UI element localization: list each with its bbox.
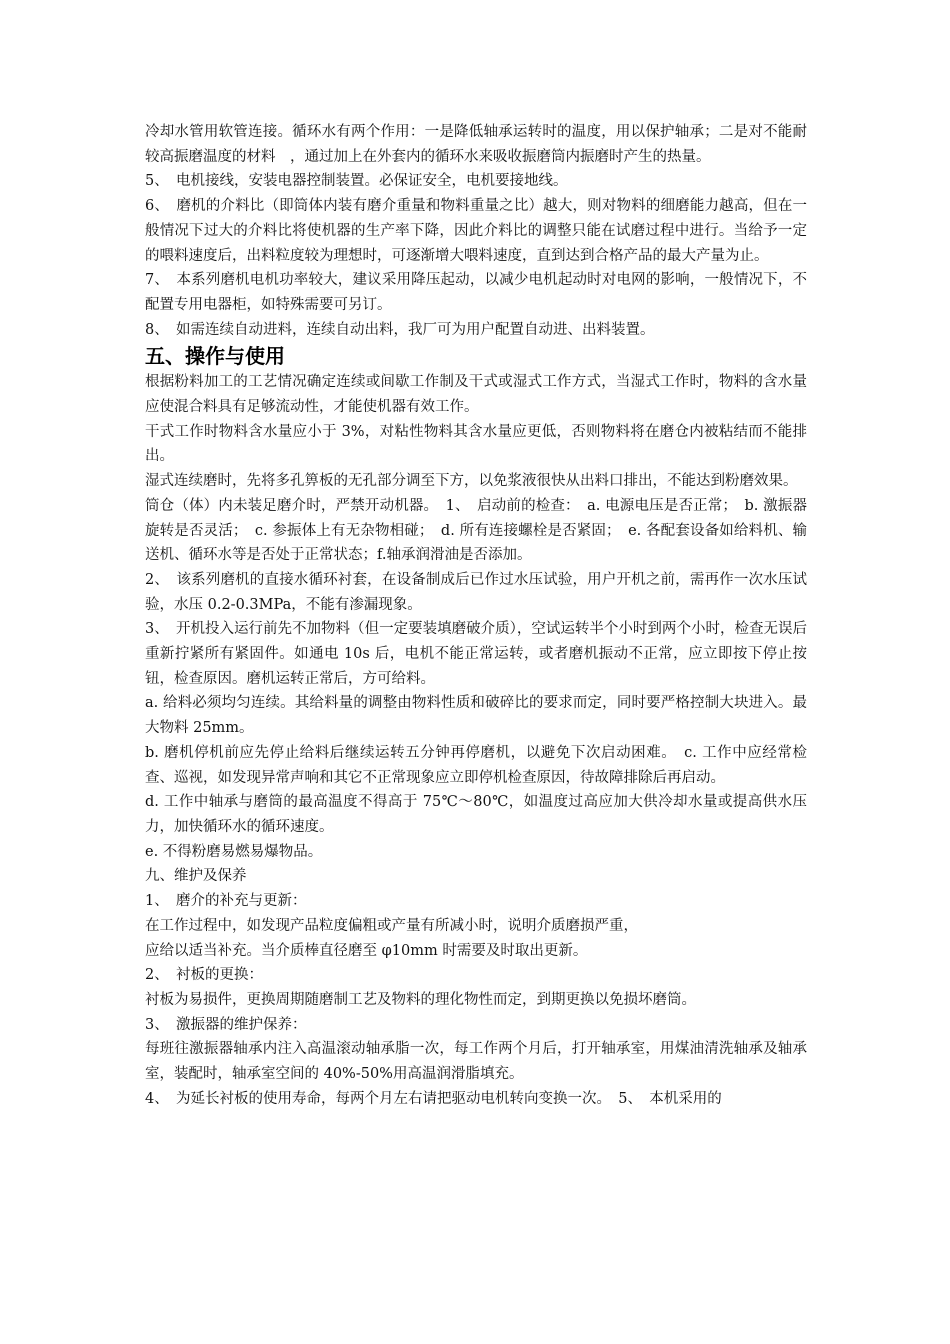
paragraph-maint-1-body-b: 应给以适当补充。当介质棒直径磨至 φ10mm 时需要及时取出更新。 [145, 942, 588, 959]
paragraph-item-a-feeding: a. 给料必须均匀连续。其给料量的调整由物料性质和破碎比的要求而定，同时要严格控制大块进入。最大物料 25mm。 [145, 695, 807, 737]
paragraph-startup-check: 筒仓（体）内未装足磨介时，严禁开动机器。 1、 启动前的检查： a. 电源电压是否正常； b. 激振器旋转是否灵活； c. 参振体上有无杂物相碰； d. 所有连接螺栓是否紧固； e. 各配套设备如给料机、输送机、循环水等是否处于正常状态；f.轴承润滑油是否添加。 [145, 497, 807, 564]
paragraph-maint-3-body: 每班往激振器轴承内注入高温滚动轴承脂一次，每工作两个月后，打开轴承室，用煤油清洗轴承及轴承室，装配时，轴承室空间的 40%-50%用高温润滑脂填充。 [145, 1041, 807, 1083]
paragraph-maint-1-title: 1、 磨介的补充与更新： [145, 893, 307, 910]
paragraph-maint-2-title: 2、 衬板的更换： [145, 967, 263, 984]
paragraph-cooling-water: 冷却水管用软管连接。循环水有两个作用：一是降低轴承运转时的温度，用以保护轴承；二是对不能耐较高振磨温度的材料 ，通过加上在外套内的循环水来吸收振磨筒内振磨时产生的热量。 [145, 124, 807, 165]
section-heading-operation: 五、操作与使用 [145, 344, 285, 369]
paragraph-item-3-trial-run: 3、 开机投入运行前先不加物料（但一定要装填磨破介质），空试运转半个小时到两个小时，检查无误后重新拧紧所有紧固件。如通电 10s 后，电机不能正常运转，或者磨机振动不正常，应立即按下停止按钮，检查原因。磨机运转正常后，方可给料。 [145, 621, 807, 687]
paragraph-maint-2-body: 衬板为易损件，更换周期随磨制工艺及物料的理化物性而定，到期更换以免损坏磨筒。 [145, 991, 696, 1008]
paragraph-work-mode: 根据粉料加工的工艺情况确定连续或间歇工作制及干式或湿式工作方式，当湿式工作时，物料的含水量应使混合料具有足够流动性，才能使机器有效工作。 [145, 374, 807, 416]
subheading-maintenance: 九、维护及保养 [145, 868, 247, 885]
paragraph-dry-work: 干式工作时物料含水量应小于 3%，对粘性物料其含水量应更低，否则物料将在磨仓内被粘结而不能排出。 [145, 423, 807, 465]
paragraph-item-2-pressure-test: 2、 该系列磨机的直接水循环衬套，在设备制成后已作过水压试验，用户开机之前，需再作一次水压试验，水压 0.2-0.3MPa，不能有渗漏现象。 [145, 571, 807, 613]
paragraph-maint-4-5: 4、 为延长衬板的使用寿命，每两个月左右请把驱动电机转向变换一次。 5、 本机采用的 [145, 1090, 722, 1107]
paragraph-item-d-temperature: d. 工作中轴承与磨筒的最高温度不得高于 75℃～80℃，如温度过高应加大供冷却水量或提高供水压力，加快循环水的循环速度。 [145, 794, 807, 835]
document-body [145, 120, 807, 1111]
paragraph-item-8-feeding: 8、 如需连续自动进料，连续自动出料，我厂可为用户配置自动进、出料装置。 [145, 321, 655, 338]
paragraph-item-6-ratio: 6、 磨机的介料比（即筒体内装有磨介重量和物料重量之比）越大，则对物料的细磨能力越高，但在一般情况下过大的介料比将使机器的生产率下降，因此介料比的调整只能在试磨过程中进行。当给予一定的喂料速度后，出料粒度较为理想时，可逐渐增大喂料速度，直到达到合格产品的最大产量为止。 [145, 198, 807, 264]
paragraph-item-5-wiring: 5、 电机接线，安装电器控制装置。必保证安全，电机要接地线。 [145, 173, 568, 190]
paragraph-item-7-motor: 7、 本系列磨机电机功率较大，建议采用降压起动，以减少电机起动时对电网的影响，一般情况下，不配置专用电器柜，如特殊需要可另订。 [145, 272, 807, 313]
paragraph-maint-1-body-a: 在工作过程中，如发现产品粒度偏粗或产量有所减小时，说明介质磨损严重， [145, 917, 638, 934]
paragraph-wet-work: 湿式连续磨时，先将多孔箅板的无孔部分调至下方，以免浆液很快从出料口排出，不能达到粉磨效果。 [145, 473, 798, 490]
paragraph-item-b-c-stopping: b. 磨机停机前应先停止给料后继续运转五分钟再停磨机，以避免下次启动困难。 c. 工作中应经常检查、巡视，如发现异常声响和其它不正常现象应立即停机检查原因，待故障排除后再启动。 [145, 744, 807, 786]
paragraph-item-e-flammable: e. 不得粉磨易燃易爆物品。 [145, 843, 323, 860]
paragraph-maint-3-title: 3、 激振器的维护保养： [145, 1016, 307, 1033]
